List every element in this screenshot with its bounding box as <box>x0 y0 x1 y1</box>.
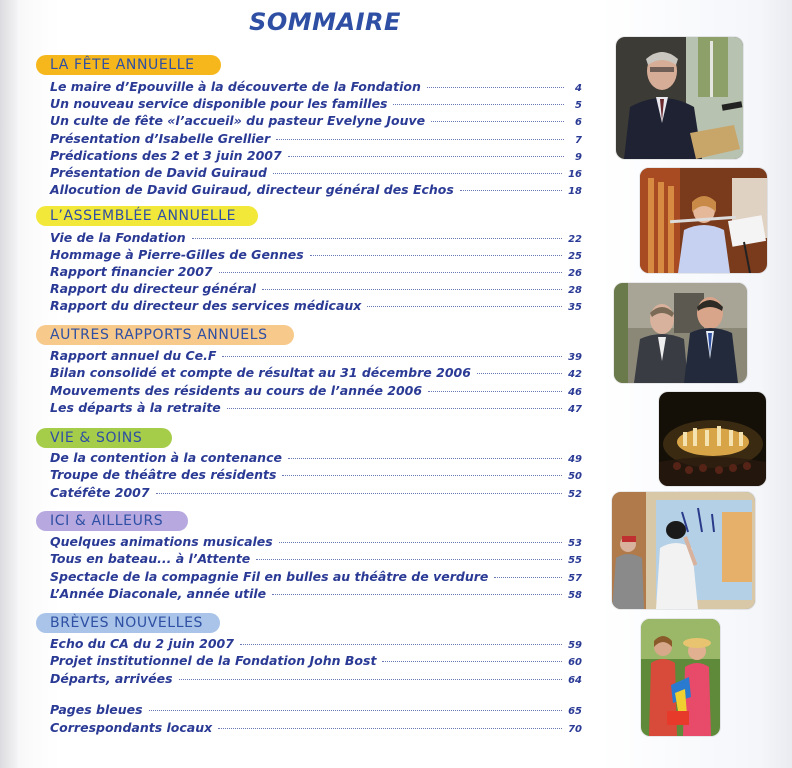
toc-page-number: 57 <box>568 573 582 584</box>
toc-page-number: 26 <box>568 268 582 279</box>
toc-entry[interactable] <box>50 365 582 381</box>
dot-leader <box>272 594 562 595</box>
toc-page-number: 60 <box>568 657 582 668</box>
dot-leader <box>367 306 562 307</box>
toc-entry-title: Rapport du directeur des services médicaux <box>50 298 362 313</box>
dot-leader <box>279 542 562 543</box>
toc-entry[interactable] <box>50 702 582 718</box>
section-header: BRÈVES NOUVELLES <box>36 613 220 633</box>
toc-entry-title: Correspondants locaux <box>50 720 213 735</box>
toc-page-number: 59 <box>568 640 582 651</box>
toc-page-number: 16 <box>568 169 582 180</box>
toc-entry[interactable] <box>50 534 582 550</box>
toc-entry[interactable] <box>50 720 582 736</box>
toc-entry-title: Vie de la Fondation <box>50 230 186 245</box>
toc-entry[interactable] <box>50 485 582 501</box>
page-binding <box>0 0 18 768</box>
toc-entry-title: Echo du CA du 2 juin 2007 <box>50 636 234 651</box>
toc-page-number: 49 <box>568 454 582 465</box>
dot-leader <box>156 493 563 494</box>
dot-leader <box>382 661 562 662</box>
toc-entry-title: L’Année Diaconale, année utile <box>50 586 267 601</box>
toc-page-number: 18 <box>568 186 582 197</box>
toc-entry-title: Présentation d’Isabelle Grellier <box>50 131 271 146</box>
section-header: ICI & AILLEURS <box>36 511 188 531</box>
toc-page-number: 22 <box>568 234 582 245</box>
photo-flute-player <box>640 168 767 273</box>
section-header: LA FÊTE ANNUELLE <box>36 55 221 75</box>
toc-entry-title: Un nouveau service disponible pour les familles <box>50 96 388 111</box>
photo-two-men <box>614 283 747 383</box>
dot-leader <box>219 272 562 273</box>
dot-leader <box>240 644 562 645</box>
toc-page-number: 28 <box>568 285 582 296</box>
dot-leader <box>262 289 562 290</box>
dot-leader <box>494 577 562 578</box>
toc-entry[interactable] <box>50 148 582 164</box>
toc-entry[interactable] <box>50 348 582 364</box>
dot-leader <box>282 475 562 476</box>
dot-leader <box>393 104 564 105</box>
toc-entry-title: Pages bleues <box>50 702 143 717</box>
toc-entry-title: Un culte de fête «l’accueil» du pasteur Evelyne Jouve <box>50 113 426 128</box>
dot-leader <box>288 156 564 157</box>
toc-page-number: 50 <box>568 471 582 482</box>
toc-page-number: 4 <box>575 83 582 94</box>
toc-entry[interactable] <box>50 569 582 585</box>
toc-entry[interactable] <box>50 96 582 112</box>
toc-entry-title: Rapport du directeur général <box>50 281 257 296</box>
toc-entry[interactable] <box>50 383 582 399</box>
toc-entry-title: Projet institutionnel de la Fondation John Bost <box>50 653 377 668</box>
toc-entry-title: Bilan consolidé et compte de résultat au 31 décembre 2006 <box>50 365 471 380</box>
dot-leader <box>288 458 562 459</box>
dot-leader <box>273 173 562 174</box>
dot-leader <box>460 190 562 191</box>
section-header: VIE & SOINS <box>36 428 172 448</box>
dot-leader <box>218 728 562 729</box>
toc-entry[interactable] <box>50 636 582 652</box>
toc-entry[interactable] <box>50 131 582 147</box>
toc-page-number: 70 <box>568 724 582 735</box>
toc-entry-title: Le maire d’Epouville à la découverte de la Fondation <box>50 79 421 94</box>
toc-page-number: 58 <box>568 590 582 601</box>
toc-entry[interactable] <box>50 450 582 466</box>
toc-entry-title: Présentation de David Guiraud <box>50 165 267 180</box>
toc-entry[interactable] <box>50 586 582 602</box>
dot-leader <box>256 559 562 560</box>
toc-page-number: 35 <box>568 302 582 313</box>
page-title: SOMMAIRE <box>249 8 401 36</box>
toc-page-number: 42 <box>568 369 582 380</box>
photo-theatre-stage <box>659 392 766 486</box>
toc-page-number: 52 <box>568 489 582 500</box>
toc-entry-title: Hommage à Pierre-Gilles de Gennes <box>50 247 304 262</box>
toc-page-number: 7 <box>575 135 582 146</box>
toc-entry-title: Rapport financier 2007 <box>50 264 213 279</box>
photo-mural-painting <box>612 492 755 609</box>
photo-children-kites <box>641 619 720 736</box>
dot-leader <box>179 679 563 680</box>
toc-page-number: 55 <box>568 555 582 566</box>
dot-leader <box>276 139 564 140</box>
toc-entry[interactable] <box>50 671 582 687</box>
toc-entry[interactable] <box>50 247 582 263</box>
toc-entry[interactable] <box>50 298 582 314</box>
toc-entry[interactable] <box>50 281 582 297</box>
toc-entry[interactable] <box>50 653 582 669</box>
dot-leader <box>477 373 562 374</box>
toc-entry-title: Prédications des 2 et 3 juin 2007 <box>50 148 282 163</box>
toc-entry[interactable] <box>50 551 582 567</box>
toc-entry-title: De la contention à la contenance <box>50 450 282 465</box>
toc-entry-title: Les départs à la retraite <box>50 400 221 415</box>
toc-page-number: 25 <box>568 251 582 262</box>
toc-entry-title: Mouvements des résidents au cours de l’année 2006 <box>50 383 423 398</box>
toc-entry[interactable] <box>50 400 582 416</box>
section-header: L’ASSEMBLÉE ANNUELLE <box>36 206 258 226</box>
photo-mayor-speech <box>616 37 743 159</box>
section-header: AUTRES RAPPORTS ANNUELS <box>36 325 294 345</box>
toc-page-number: 46 <box>568 387 582 398</box>
toc-entry-title: Spectacle de la compagnie Fil en bulles au théâtre de verdure <box>50 569 489 584</box>
toc-entry-title: Catéfête 2007 <box>50 485 150 500</box>
toc-entry-title: Tous en bateau... à l’Attente <box>50 551 251 566</box>
toc-entry[interactable] <box>50 113 582 129</box>
toc-page-number: 64 <box>568 675 582 686</box>
dot-leader <box>227 408 562 409</box>
toc-page-number: 53 <box>568 538 582 549</box>
toc-entry[interactable] <box>50 230 582 246</box>
dot-leader <box>431 121 564 122</box>
toc-page-number: 6 <box>575 117 582 128</box>
toc-entry-title: Départs, arrivées <box>50 671 173 686</box>
toc-entry-title: Quelques animations musicales <box>50 534 273 549</box>
dot-leader <box>149 710 563 711</box>
toc-page-number: 65 <box>568 706 582 717</box>
toc-page-number: 9 <box>575 152 582 163</box>
dot-leader <box>428 391 562 392</box>
toc-entry-title: Allocution de David Guiraud, directeur général des Echos <box>50 182 454 197</box>
toc-entry[interactable] <box>50 165 582 181</box>
dot-leader <box>427 87 564 88</box>
dot-leader <box>222 356 562 357</box>
toc-entry-title: Troupe de théâtre des résidents <box>50 467 277 482</box>
dot-leader <box>192 238 562 239</box>
toc-page-number: 5 <box>575 100 582 111</box>
toc-entry[interactable] <box>50 79 582 95</box>
toc-entry[interactable] <box>50 264 582 280</box>
toc-entry[interactable] <box>50 182 582 198</box>
toc-entry-title: Rapport annuel du Ce.F <box>50 348 217 363</box>
toc-page-number: 39 <box>568 352 582 363</box>
toc-page-number: 47 <box>568 404 582 415</box>
dot-leader <box>310 255 562 256</box>
toc-entry[interactable] <box>50 467 582 483</box>
